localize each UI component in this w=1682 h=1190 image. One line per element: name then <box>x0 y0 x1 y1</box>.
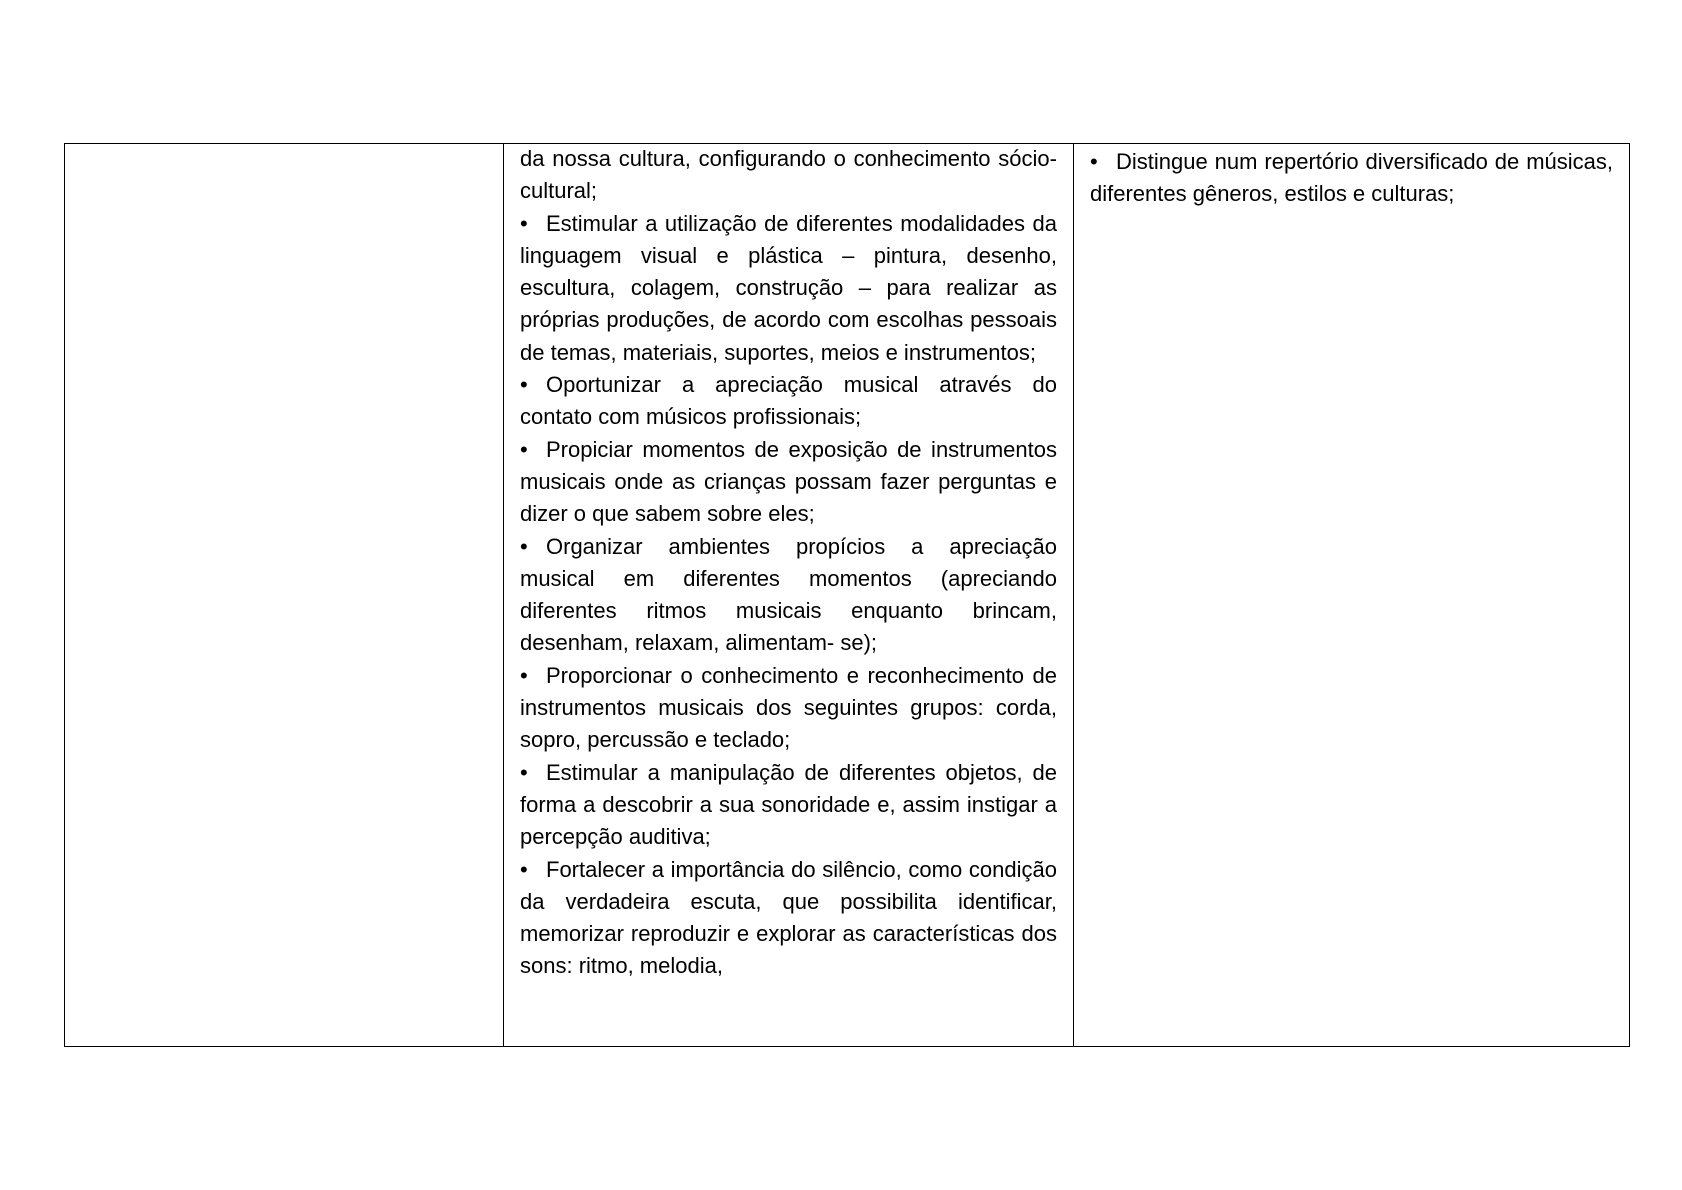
bullet-icon: • <box>520 210 528 236</box>
list-item <box>520 531 1057 660</box>
column-2-cell <box>504 144 1074 1047</box>
list-item-text: Oportunizar a apreciação musical através do contato com músicos profissionais; <box>520 372 1057 430</box>
bullet-icon: • <box>520 372 528 398</box>
column-1-cell <box>65 144 504 1047</box>
list-item-text: Proporcionar o conhecimento e reconhecimento de instrumentos musicais dos seguintes grupos: corda, sopro, percussão e teclado; <box>520 662 1057 753</box>
bullet-icon: • <box>520 759 528 785</box>
list-item <box>520 208 1057 369</box>
list-item <box>1090 146 1613 211</box>
bullet-icon: • <box>520 533 528 559</box>
paragraph <box>520 144 1057 208</box>
column-3-text <box>1074 144 1629 211</box>
list-item <box>520 369 1057 434</box>
bullet-icon: • <box>1090 149 1098 174</box>
table-row <box>65 144 1630 1047</box>
bullet-icon: • <box>520 662 528 688</box>
bullet-icon: • <box>520 436 528 462</box>
list-item <box>520 757 1057 854</box>
column-3-cell <box>1074 144 1630 1047</box>
list-item-text: Organizar ambientes propícios a apreciação musical em diferentes momentos (apreciando diferentes ritmos musicais enquanto brincam, desenham, relaxam, alimentam- se); <box>520 533 1057 656</box>
bullet-icon: • <box>520 856 528 882</box>
paragraph-text: da nossa cultura, configurando o conhecimento sócio-cultural; <box>520 146 1057 204</box>
list-item <box>520 434 1057 531</box>
list-item-text: Estimular a manipulação de diferentes objetos, de forma a descobrir a sua sonoridade e, assim instigar a percepção auditiva; <box>520 759 1057 850</box>
list-item-text: Distingue num repertório diversificado de músicas, diferentes gêneros, estilos e culturas; <box>1090 149 1613 207</box>
list-item <box>520 660 1057 757</box>
list-item <box>520 854 1057 983</box>
content-table <box>64 143 1630 1047</box>
list-item-text: Propiciar momentos de exposição de instrumentos musicais onde as crianças possam fazer perguntas e dizer o que sabem sobre eles; <box>520 436 1057 527</box>
column-2-text <box>504 144 1073 983</box>
list-item-text: Estimular a utilização de diferentes modalidades da linguagem visual e plástica – pintura, desenho, escultura, colagem, construção – para realizar as próprias produções, de acordo com escolhas pessoais de temas, materiais, suportes, meios e instrumentos; <box>520 210 1057 365</box>
list-item-text: Fortalecer a importância do silêncio, como condição da verdadeira escuta, que possibilita identificar, memorizar reproduzir e explorar as características dos sons: ritmo, melodia, <box>520 856 1057 979</box>
